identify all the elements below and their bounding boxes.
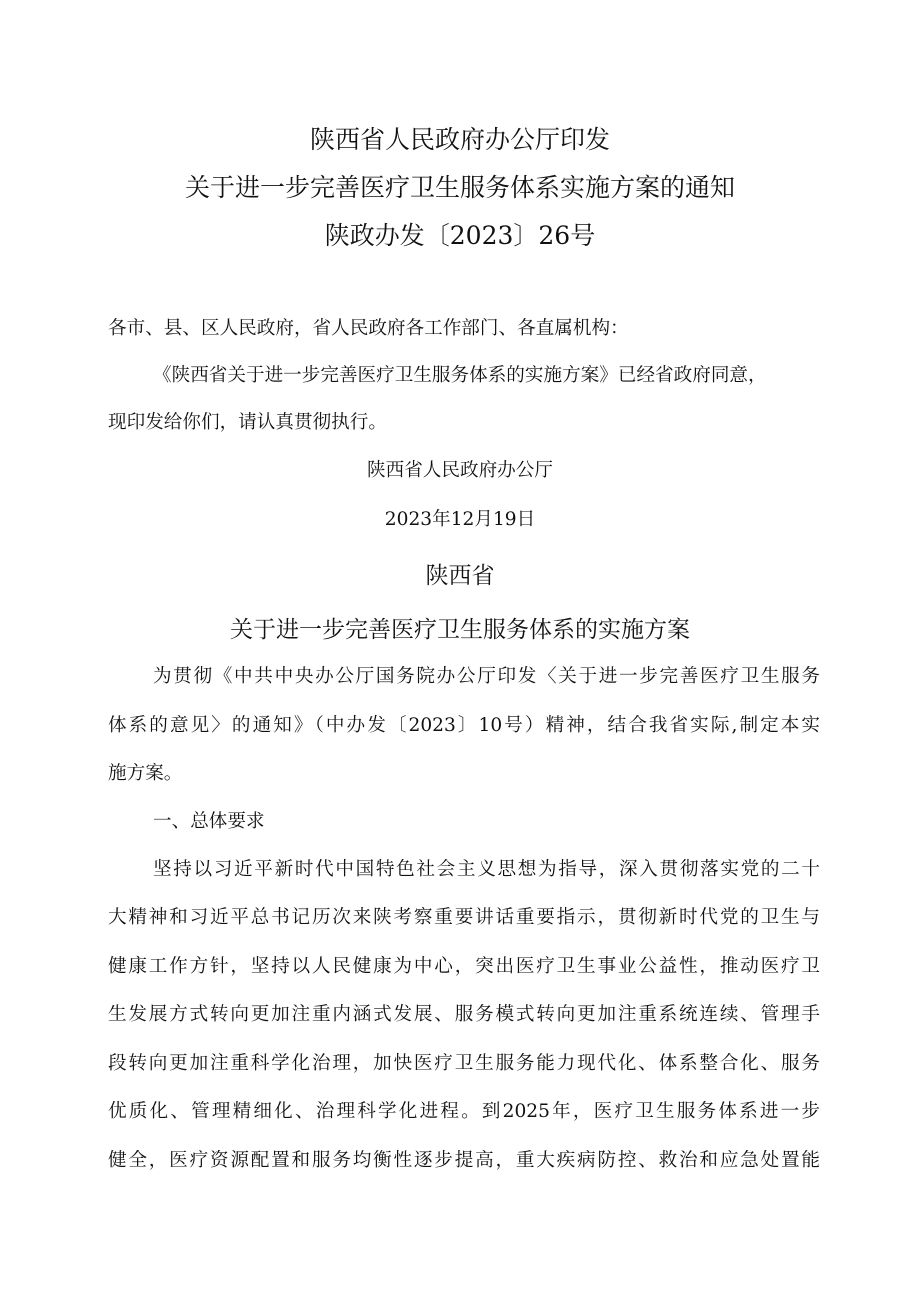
section1-heading: 一、总体要求 bbox=[153, 811, 265, 832]
section1-line: 坚持以习近平新时代中国特色社会主义思想为指导，深入贯彻落实党的二十 bbox=[153, 859, 820, 880]
notice-body-line2: 现印发给你们，请认真贯彻执行。 bbox=[108, 412, 387, 433]
signature-office: 陕西省人民政府办公厅 bbox=[367, 460, 553, 481]
document-number: 陕政办发〔2023〕26号 bbox=[324, 221, 596, 250]
intro-line: 施方案。 bbox=[108, 763, 183, 784]
section1-line: 段转向更加注重科学化治理，加快医疗卫生服务能力现代化、体系整合化、服务 bbox=[108, 1053, 820, 1074]
plan-title-line2: 关于进一步完善医疗卫生服务体系的实施方案 bbox=[230, 617, 690, 643]
section1-line: 大精神和习近平总书记历次来陕考察重要讲话重要指示，贯彻新时代党的卫生与 bbox=[108, 907, 820, 928]
notice-body-line1: 《陕西省关于进一步完善医疗卫生服务体系的实施方案》已经省政府同意， bbox=[153, 365, 767, 386]
addressees: 各市、县、区人民政府，省人民政府各工作部门、各直属机构： bbox=[108, 318, 629, 339]
intro-line: 体系的意见〉的通知》（中办发〔2023〕10号）精神，结合我省实际,制定本实 bbox=[108, 715, 820, 736]
notice-title-line1: 陕西省人民政府办公厅印发 bbox=[309, 125, 610, 154]
plan-title-line1: 陕西省 bbox=[425, 563, 495, 589]
section1-line: 优质化、管理精细化、治理科学化进程。到2025年，医疗卫生服务体系进一步 bbox=[108, 1101, 820, 1122]
section1-line: 生发展方式转向更加注重内涵式发展、服务模式转向更加注重系统连续、管理手 bbox=[108, 1004, 820, 1025]
signature-date: 2023年12月19日 bbox=[384, 509, 536, 530]
section1-line: 健康工作方针，坚持以人民健康为中心，突出医疗卫生事业公益性，推动医疗卫 bbox=[108, 956, 820, 977]
section1-line: 健全，医疗资源配置和服务均衡性逐步提高，重大疾病防控、救治和应急处置能 bbox=[108, 1150, 820, 1171]
intro-line: 为贯彻《中共中央办公厅国务院办公厅印发〈关于进一步完善医疗卫生服务 bbox=[153, 666, 820, 687]
notice-title-line2: 关于进一步完善医疗卫生服务体系实施方案的通知 bbox=[184, 173, 735, 202]
